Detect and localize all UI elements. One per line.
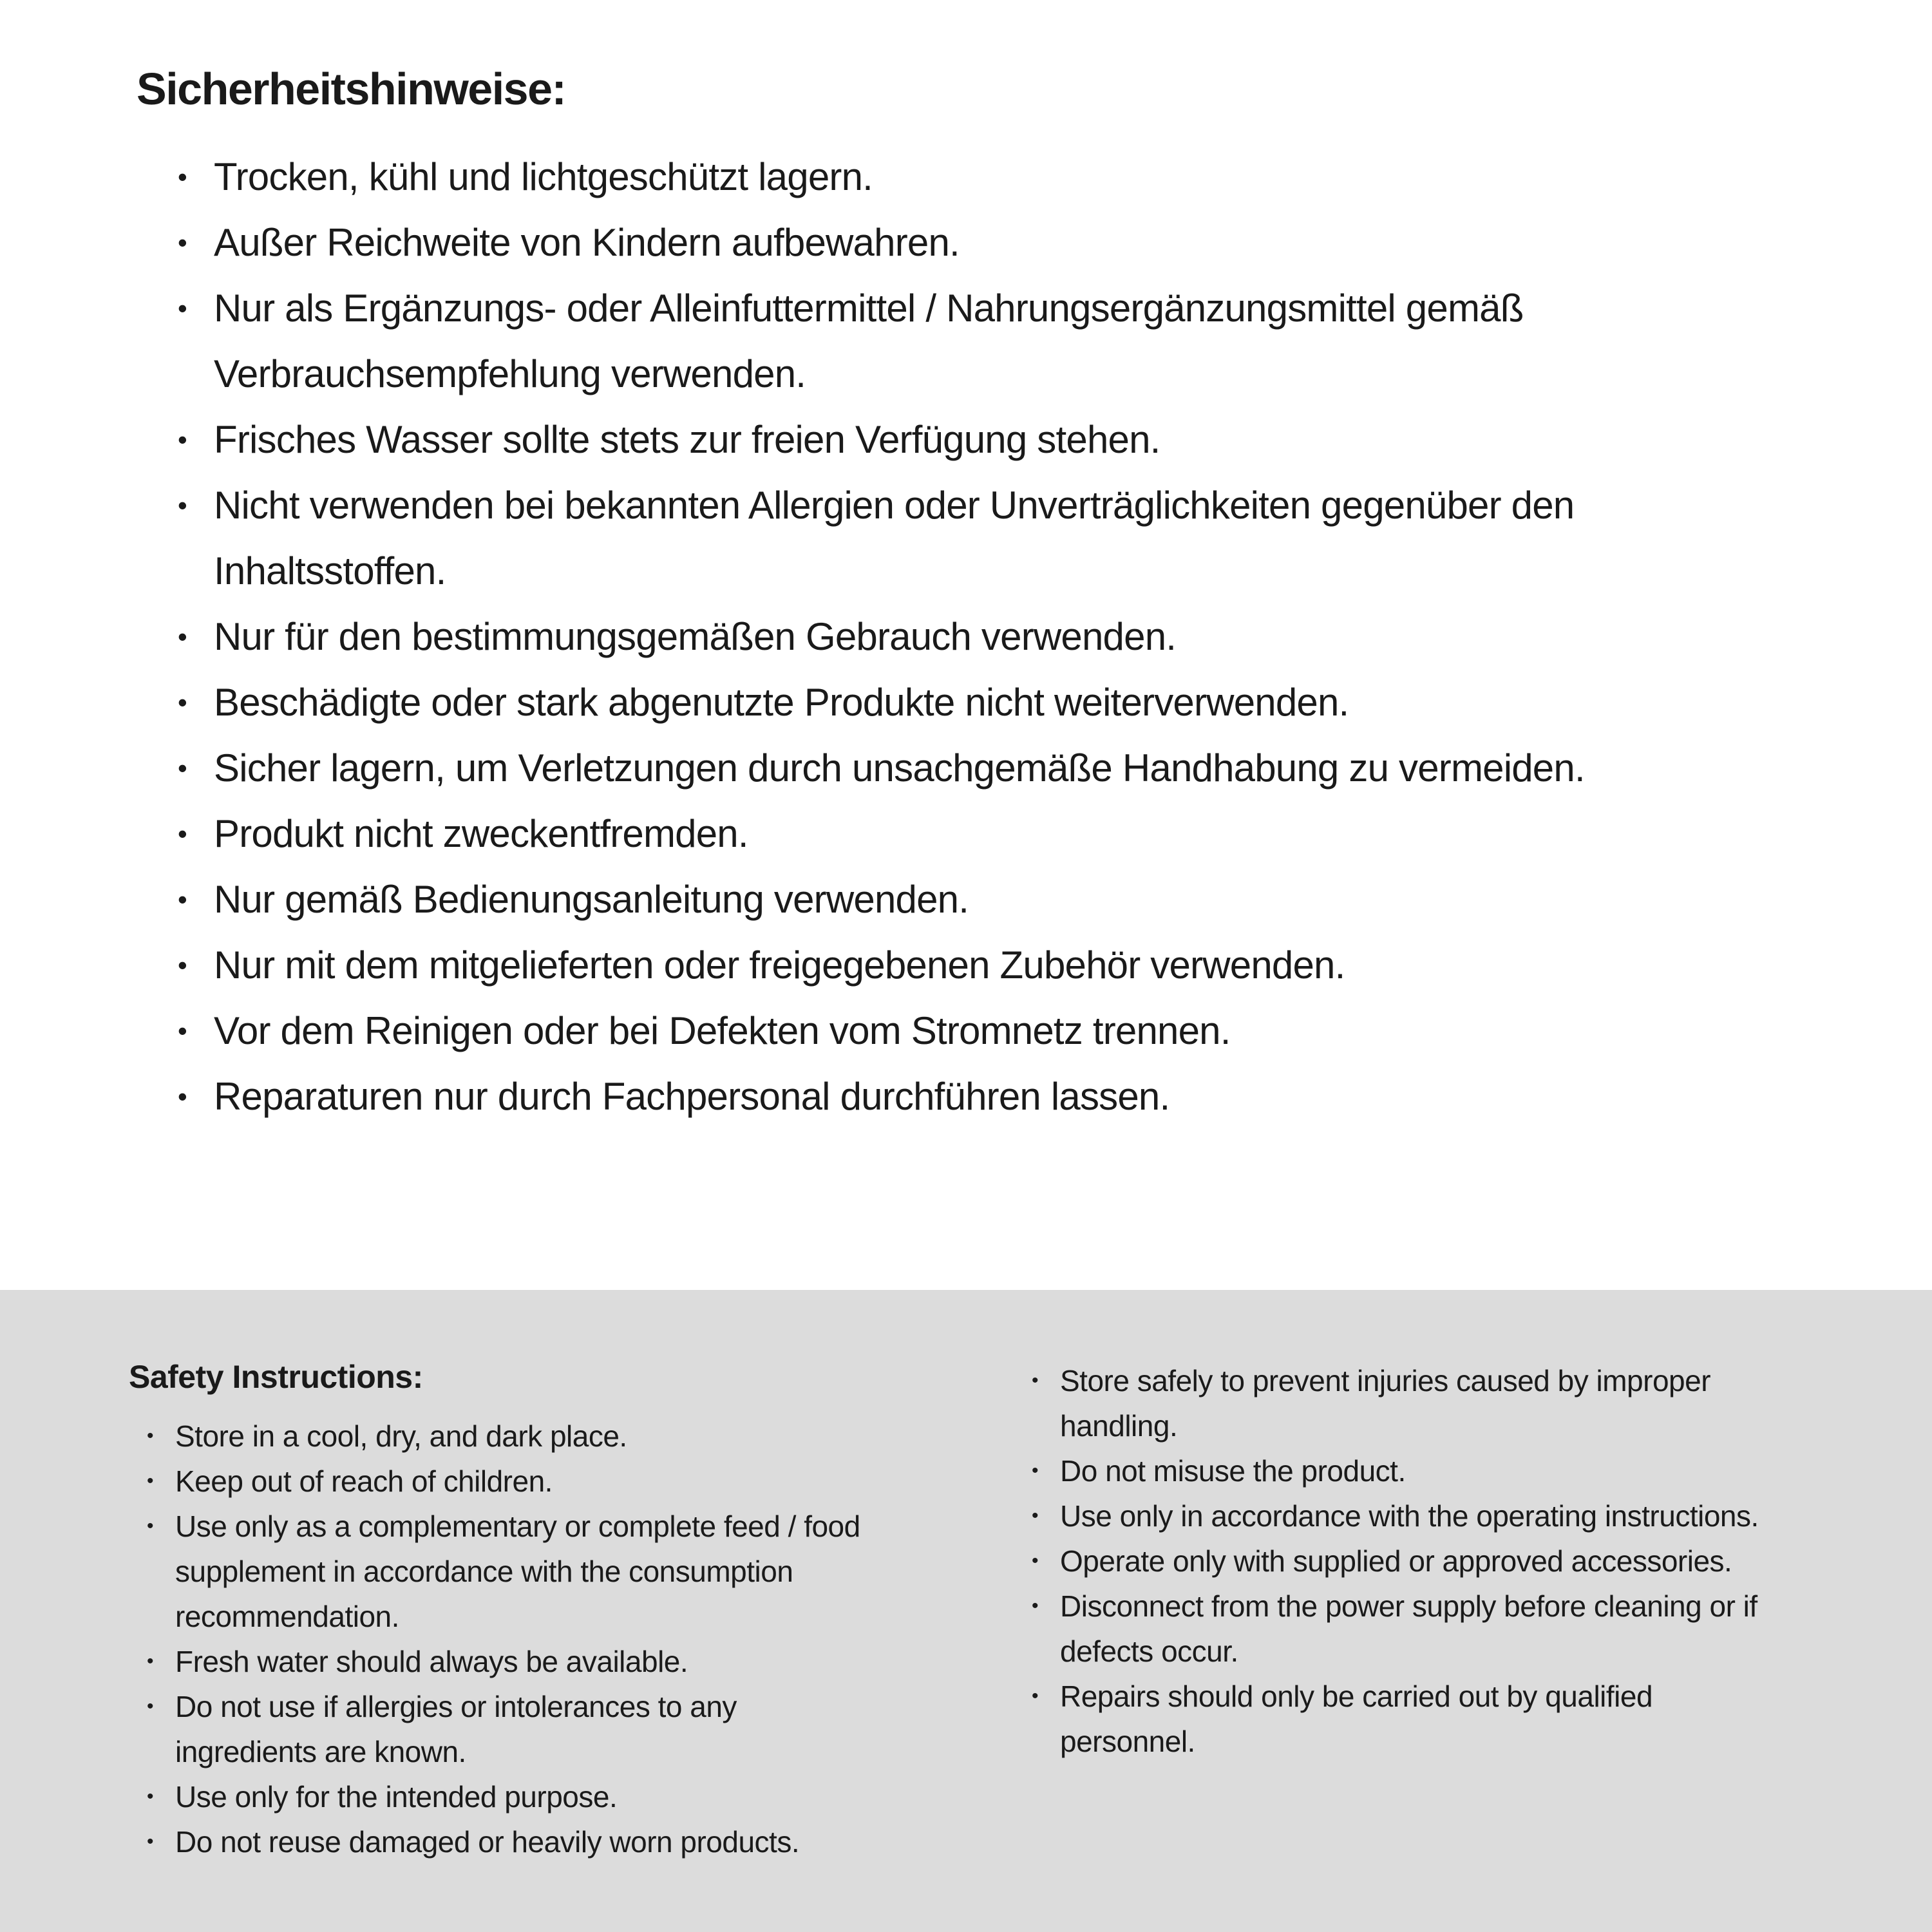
list-item: • Produkt nicht zweckentfremden. — [174, 801, 1643, 867]
german-section-title: Sicherheitshinweise: — [137, 64, 566, 114]
list-item: • Store safely to prevent injuries caused by improper handling. — [1030, 1358, 1771, 1448]
list-item: • Disconnect from the power supply before cleaning or if defects occur. — [1030, 1584, 1771, 1674]
list-item: • Do not misuse the product. — [1030, 1448, 1771, 1493]
list-item: • Fresh water should always be available. — [146, 1639, 876, 1684]
english-left-column — [129, 1357, 934, 1932]
english-section-title: Safety Instructions: — [129, 1359, 423, 1395]
list-item: • Use only for the intended purpose. — [146, 1774, 876, 1819]
list-item: • Vor dem Reinigen oder bei Defekten vom Stromnetz trennen. — [174, 998, 1643, 1064]
list-item: • Nicht verwenden bei bekannten Allergien oder Unverträglichkeiten gegenüber den Inhaltsstoffen. — [174, 473, 1643, 604]
list-item: • Sicher lagern, um Verletzungen durch unsachgemäße Handhabung zu vermeiden. — [174, 735, 1643, 801]
list-item: • Nur gemäß Bedienungsanleitung verwenden. — [174, 867, 1643, 933]
list-item: • Use only as a complementary or complete feed / food supplement in accordance with the consumption recommendation. — [146, 1504, 876, 1639]
english-right-column — [1030, 1357, 1823, 1932]
list-item: • Nur für den bestimmungsgemäßen Gebrauch verwenden. — [174, 604, 1643, 670]
list-item: • Nur als Ergänzungs- oder Alleinfuttermittel / Nahrungsergänzungsmittel gemäß Verbrauchsempfehlung verwenden. — [174, 276, 1643, 407]
english-safety-list-left — [129, 1414, 876, 1864]
list-item: • Außer Reichweite von Kindern aufbewahren. — [174, 210, 1643, 276]
list-item: • Do not use if allergies or intolerances to any ingredients are known. — [146, 1684, 876, 1774]
list-item: • Repairs should only be carried out by qualified personnel. — [1030, 1674, 1771, 1764]
list-item: • Trocken, kühl und lichtgeschützt lagern. — [174, 144, 1643, 210]
list-item: • Use only in accordance with the operating instructions. — [1030, 1493, 1771, 1539]
list-item: • Frisches Wasser sollte stets zur freien Verfügung stehen. — [174, 407, 1643, 473]
list-item: • Operate only with supplied or approved accessories. — [1030, 1539, 1771, 1584]
german-safety-list — [137, 144, 1643, 1130]
list-item: • Reparaturen nur durch Fachpersonal durchführen lassen. — [174, 1064, 1643, 1130]
english-safety-section — [0, 1290, 1932, 1932]
list-item: • Store in a cool, dry, and dark place. — [146, 1414, 876, 1459]
list-item: • Keep out of reach of children. — [146, 1459, 876, 1504]
english-safety-list-right — [1030, 1358, 1771, 1764]
list-item: • Nur mit dem mitgelieferten oder freigegebenen Zubehör verwenden. — [174, 933, 1643, 998]
list-item: • Do not reuse damaged or heavily worn products. — [146, 1819, 876, 1864]
list-item: • Beschädigte oder stark abgenutzte Produkte nicht weiterverwenden. — [174, 670, 1643, 735]
